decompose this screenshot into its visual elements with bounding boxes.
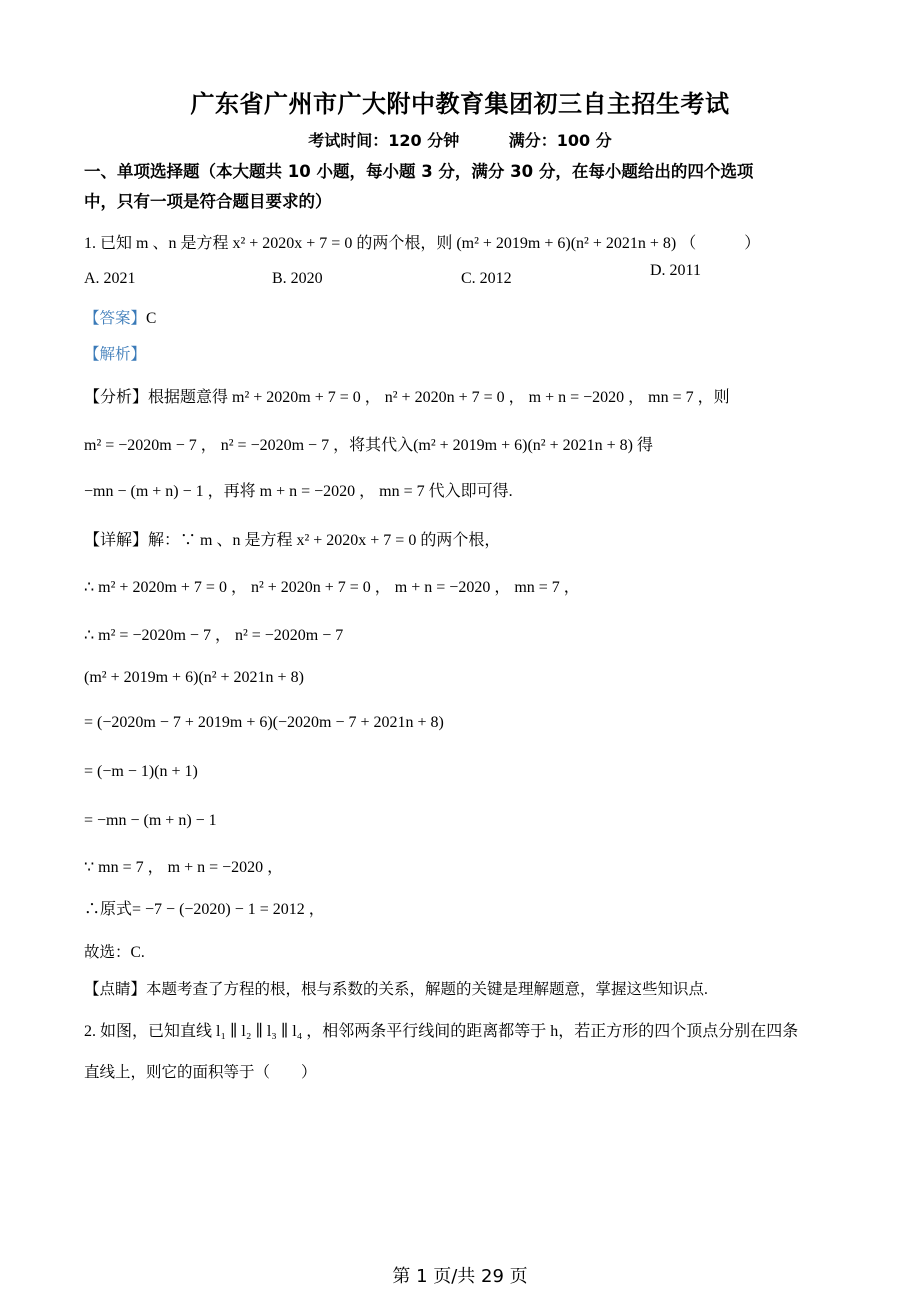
q2-stem-line1: 2. 如图，已知直线 l₁ ∥ l₂ ∥ l₃ ∥ l₄ ，相邻两条平行线间的距离都等于 h，若正方形的四个顶点分别在四条 [84, 1023, 799, 1040]
detail-line-10: 故选：C. [84, 944, 145, 961]
q1-stem: 1. 已知 m 、n 是方程 x² + 2020x + 7 = 0 的两个根，则 (m² + 2019m + 6)(n² + 2021n + 8) （ ） [84, 235, 761, 252]
q1-answer [84, 306, 156, 328]
detail-line-4: (m² + 2019m + 6)(n² + 2021n + 8) [84, 669, 304, 686]
q1-option-c: C. 2012 [461, 270, 512, 287]
detail-line-5: = (−2020m − 7 + 2019m + 6)(−2020m − 7 + 2021n + 8) [84, 714, 444, 731]
page-number: 第 1 页/共 29 页 [392, 1266, 528, 1287]
detail-line-1: 【详解】解：∵ m 、n 是方程 x² + 2020x + 7 = 0 的两个根， [84, 532, 501, 549]
q2-stem-line2: 直线上，则它的面积等于（ ） [84, 1064, 317, 1081]
detail-line-6: = (−m − 1)(n + 1) [84, 763, 198, 780]
analysis-line-3: −mn − (m + n) − 1 ，再将 m + n = −2020 ， mn = 7 代入即可得. [84, 483, 513, 500]
answer-tag: 【答案】 [84, 310, 147, 327]
q1-option-d: D. 2011 [650, 262, 701, 279]
answer-value: C [146, 310, 157, 327]
analysis-line-2: m² = −2020m − 7 ， n² = −2020m − 7 ，将其代入(m² + 2019m + 6)(n² + 2021n + 8) 得 [84, 437, 653, 454]
section-heading-line2: 中，只有一项是符合题目要求的） [84, 192, 332, 211]
detail-line-3: ∴ m² = −2020m − 7 ， n² = −2020m − 7 [84, 627, 344, 644]
exam-time: 考试时间：120 分钟 [308, 131, 460, 150]
detail-line-8: ∵ mn = 7 ， m + n = −2020 ， [84, 859, 284, 876]
analysis-tag: 【解析】 [84, 346, 147, 363]
exam-info [0, 128, 920, 151]
exam-score: 满分：100 分 [508, 131, 612, 150]
q1-comment: 【点睛】本题考查了方程的根，根与系数的关系，解题的关键是理解题意，掌握这些知识点. [84, 981, 708, 998]
page-title: 广东省广州市广大附中教育集团初三自主招生考试 [190, 90, 730, 118]
q1-option-a: A. 2021 [84, 270, 136, 287]
detail-line-2: ∴ m² + 2020m + 7 = 0 ， n² + 2020n + 7 = 0 ， m + n = −2020 ， mn = 7 ， [84, 579, 580, 596]
detail-line-7: = −mn − (m + n) − 1 [84, 812, 217, 829]
section-heading-line1: 一、单项选择题（本大题共 10 小题，每小题 3 分，满分 30 分，在每小题给出的四个选项 [84, 162, 754, 181]
detail-line-9: ∴原式= −7 − (−2020) − 1 = 2012 ， [84, 901, 325, 918]
q1-option-b: B. 2020 [272, 270, 323, 287]
analysis-line-1: 【分析】根据题意得 m² + 2020m + 7 = 0 ， n² + 2020n + 7 = 0 ， m + n = −2020 ， mn = 7 ，则 [84, 389, 730, 406]
